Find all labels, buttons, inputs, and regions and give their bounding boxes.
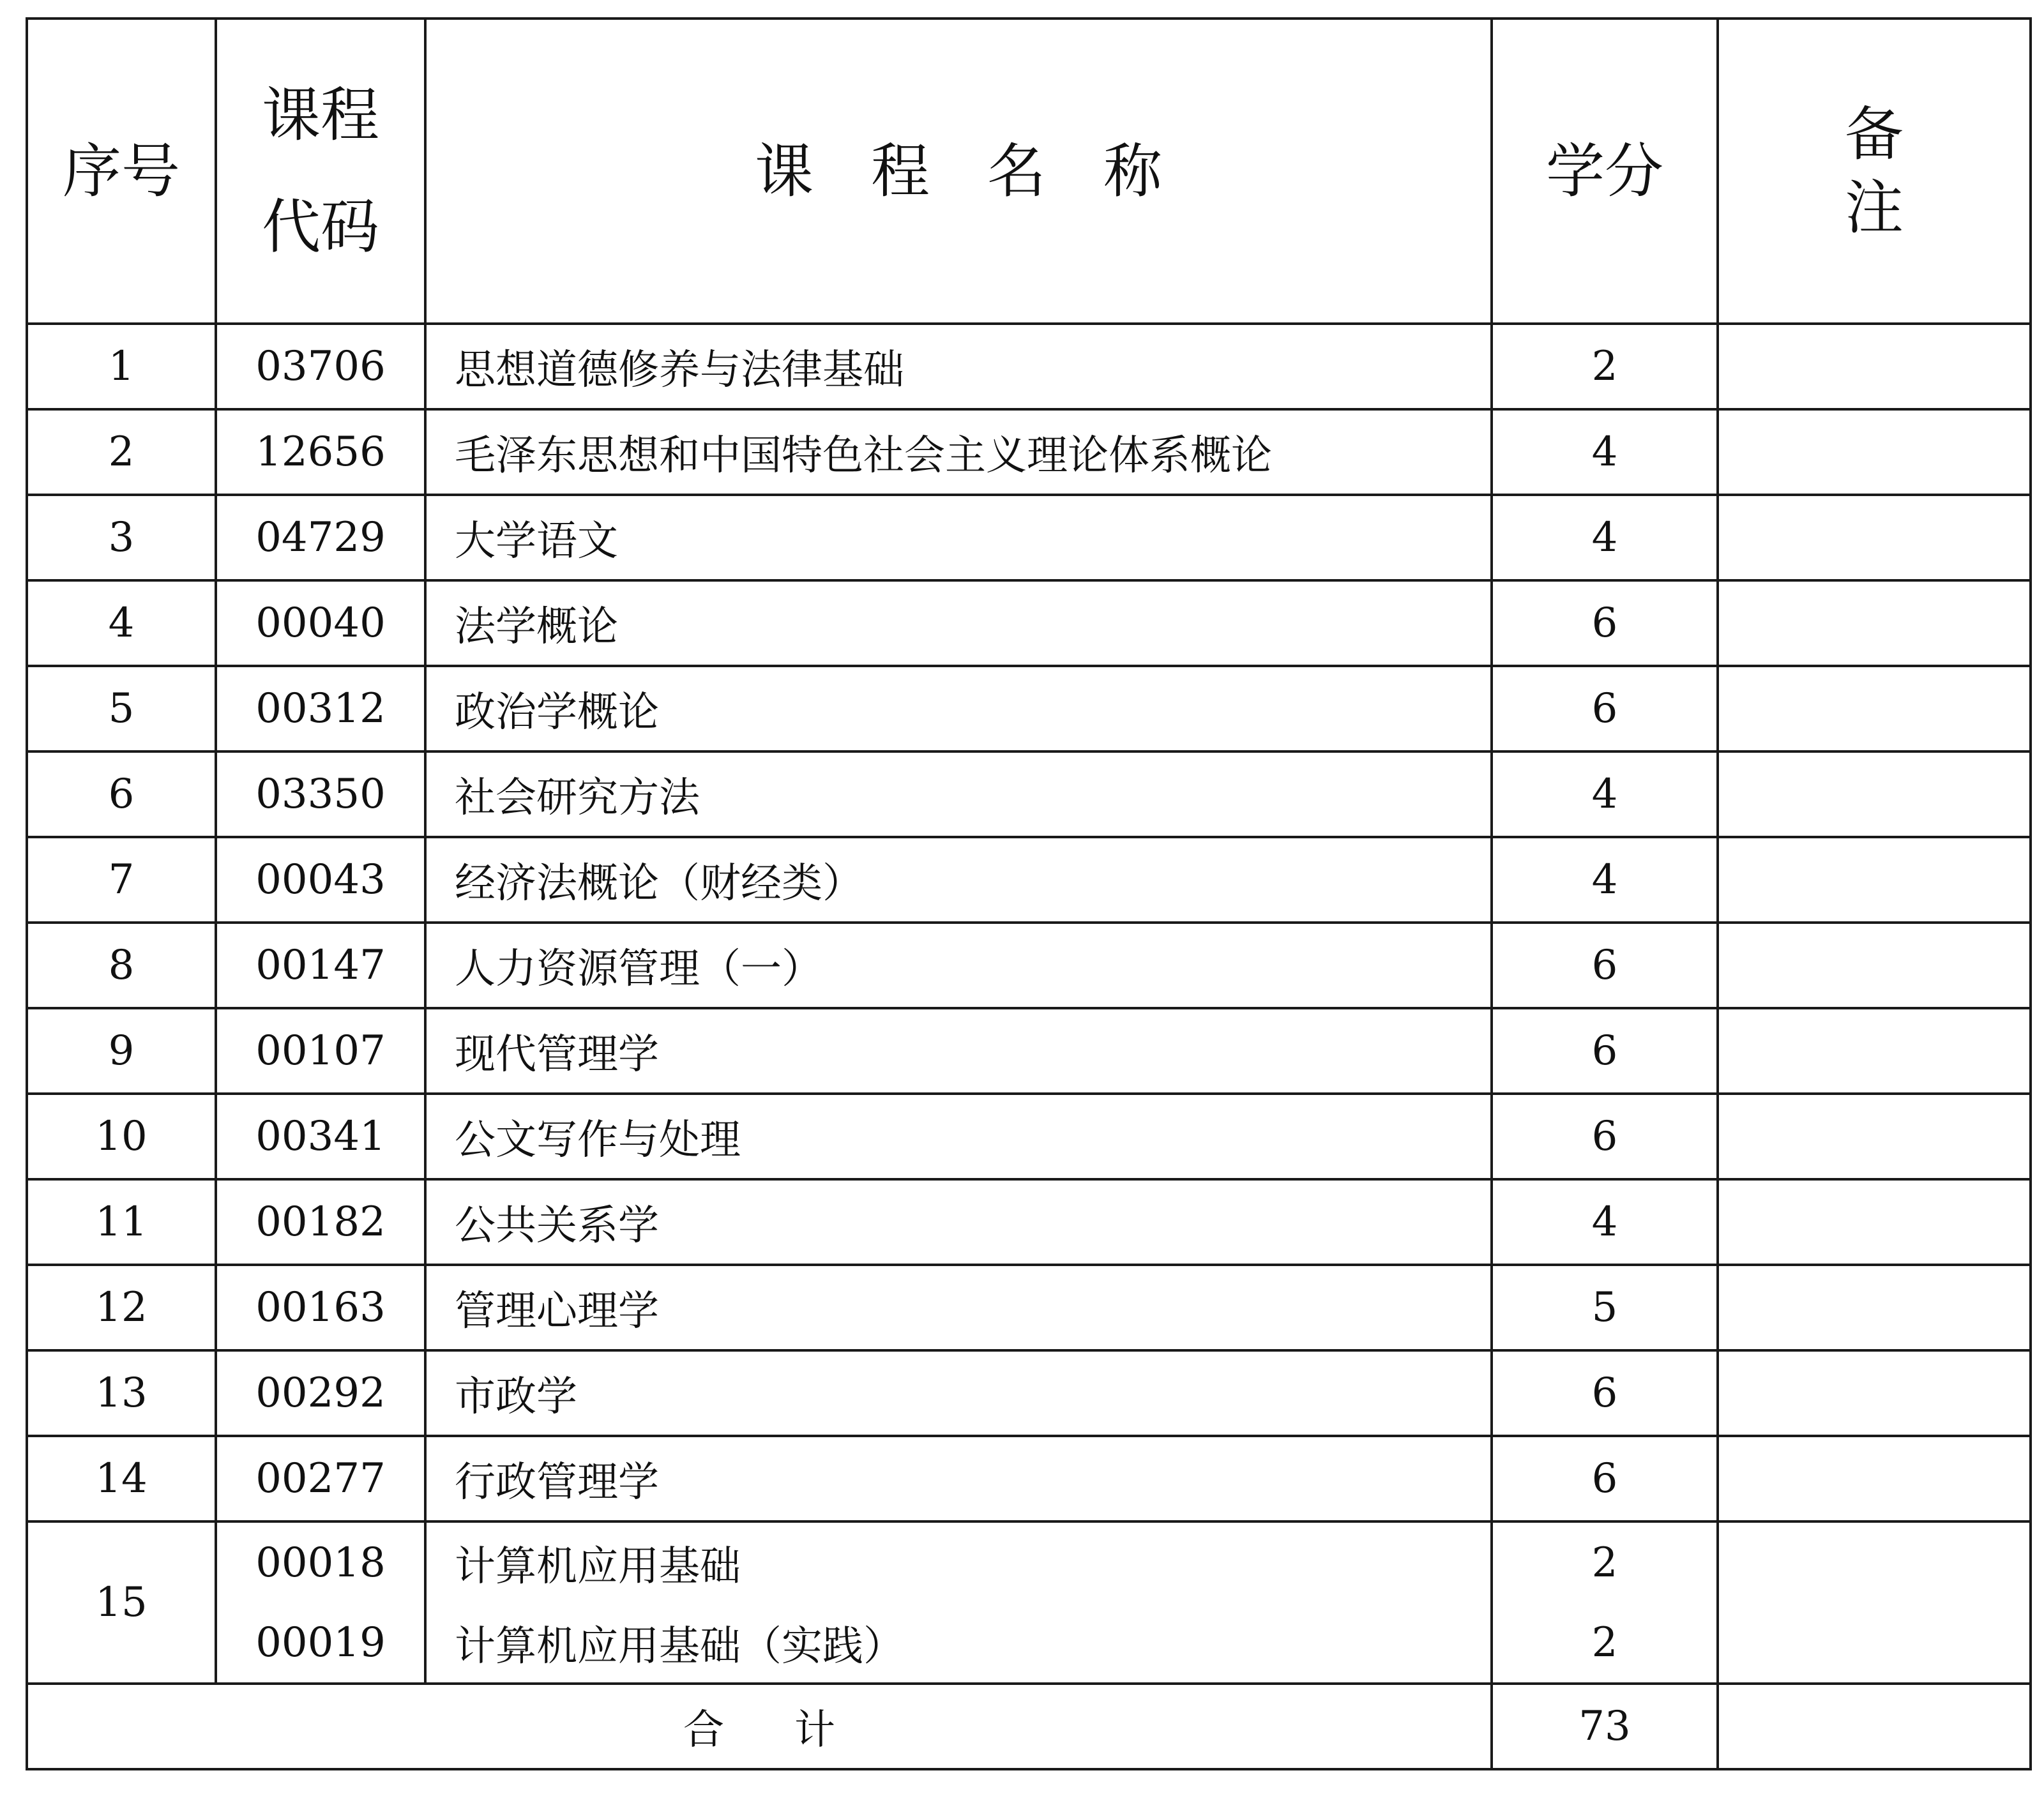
row15-code-2: 00019 xyxy=(255,1619,386,1666)
credit-cell: 6 xyxy=(1492,1094,1718,1179)
code-cell: 03350 xyxy=(216,751,425,837)
code-cell: 04729 xyxy=(216,495,425,580)
seq-cell: 9 xyxy=(27,1008,216,1094)
code-cell: 12656 xyxy=(216,409,425,495)
course-name-cell: 公共关系学 xyxy=(425,1179,1492,1265)
row15-code-1: 00018 xyxy=(255,1539,386,1587)
row15-credit-1: 2 xyxy=(1591,1539,1618,1587)
table-row xyxy=(27,1350,2031,1436)
row15-name-1: 计算机应用基础 xyxy=(455,1543,741,1590)
seq-cell: 14 xyxy=(27,1436,216,1521)
seq-cell: 13 xyxy=(27,1350,216,1436)
table-row xyxy=(27,1094,2031,1179)
course-name-cell: 现代管理学 xyxy=(425,1008,1492,1094)
table-row xyxy=(27,324,2031,409)
remark-cell xyxy=(1718,1350,2031,1436)
code-cell: 00043 xyxy=(216,837,425,923)
remark-cell xyxy=(1718,324,2031,409)
code-cell: 03706 xyxy=(216,324,425,409)
table-row xyxy=(27,1179,2031,1265)
course-name-cell: 社会研究方法 xyxy=(425,751,1492,837)
row15-name-2: 计算机应用基础（实践） xyxy=(455,1622,904,1670)
code-cell: 00107 xyxy=(216,1008,425,1094)
course-name-cell: 政治学概论 xyxy=(425,666,1492,751)
seq-cell: 5 xyxy=(27,666,216,751)
header-remark: 备注 xyxy=(1718,19,2031,324)
seq-cell: 12 xyxy=(27,1265,216,1350)
remark-cell xyxy=(1718,923,2031,1008)
remark-cell xyxy=(1718,1436,2031,1521)
code-cell: 00341 xyxy=(216,1094,425,1179)
credit-cell: 4 xyxy=(1492,409,1718,495)
header-row xyxy=(27,19,2031,324)
table-row xyxy=(27,751,2031,837)
header-seq: 序号 xyxy=(27,19,216,324)
credit-cell: 4 xyxy=(1492,837,1718,923)
credit-cell: 4 xyxy=(1492,495,1718,580)
code-cell: 00040 xyxy=(216,580,425,666)
table-row xyxy=(27,409,2031,495)
course-name-cell: 行政管理学 xyxy=(425,1436,1492,1521)
course-name-cell: 市政学 xyxy=(425,1350,1492,1436)
seq-cell: 8 xyxy=(27,923,216,1008)
total-remark xyxy=(1718,1684,2031,1769)
credit-cell: 6 xyxy=(1492,666,1718,751)
table-row xyxy=(27,666,2031,751)
remark-cell xyxy=(1718,837,2031,923)
seq-cell: 11 xyxy=(27,1179,216,1265)
row15-credit-2: 2 xyxy=(1591,1619,1618,1666)
remark-cell xyxy=(1718,1008,2031,1094)
row15-names xyxy=(425,1521,1492,1684)
table-body xyxy=(27,324,2031,1769)
seq-cell: 6 xyxy=(27,751,216,837)
code-cell: 00147 xyxy=(216,923,425,1008)
course-name-cell: 公文写作与处理 xyxy=(425,1094,1492,1179)
seq-cell: 3 xyxy=(27,495,216,580)
row15-remark xyxy=(1718,1521,2031,1684)
table-row xyxy=(27,1265,2031,1350)
course-name-cell: 管理心理学 xyxy=(425,1265,1492,1350)
code-cell: 00292 xyxy=(216,1350,425,1436)
code-cell: 00182 xyxy=(216,1179,425,1265)
header-credit: 学分 xyxy=(1492,19,1718,324)
row15-credits xyxy=(1492,1521,1718,1684)
remark-cell xyxy=(1718,409,2031,495)
total-row xyxy=(27,1684,2031,1769)
remark-cell xyxy=(1718,1179,2031,1265)
seq-cell: 10 xyxy=(27,1094,216,1179)
course-name-cell: 法学概论 xyxy=(425,580,1492,666)
remark-cell xyxy=(1718,495,2031,580)
total-label: 合计 xyxy=(27,1684,1492,1769)
header-code-line2: 代码 xyxy=(261,193,379,261)
table-row xyxy=(27,1008,2031,1094)
course-table xyxy=(26,17,2032,1770)
course-name-cell: 人力资源管理（一） xyxy=(425,923,1492,1008)
table-header xyxy=(27,19,2031,324)
course-name-cell: 毛泽东思想和中国特色社会主义理论体系概论 xyxy=(425,409,1492,495)
credit-cell: 5 xyxy=(1492,1265,1718,1350)
table-row xyxy=(27,580,2031,666)
seq-cell: 2 xyxy=(27,409,216,495)
remark-cell xyxy=(1718,1265,2031,1350)
remark-cell xyxy=(1718,666,2031,751)
course-name-cell: 思想道德修养与法律基础 xyxy=(425,324,1492,409)
code-cell: 00163 xyxy=(216,1265,425,1350)
course-name-cell: 大学语文 xyxy=(425,495,1492,580)
row15-seq: 15 xyxy=(27,1521,216,1684)
header-name: 课程名称 xyxy=(425,19,1492,324)
remark-cell xyxy=(1718,751,2031,837)
credit-cell: 2 xyxy=(1492,324,1718,409)
table-row xyxy=(27,837,2031,923)
seq-cell: 7 xyxy=(27,837,216,923)
remark-cell xyxy=(1718,580,2031,666)
table-row xyxy=(27,923,2031,1008)
credit-cell: 6 xyxy=(1492,1436,1718,1521)
header-code-line1: 课程 xyxy=(261,81,379,149)
total-credit: 73 xyxy=(1492,1684,1718,1769)
course-name-cell: 经济法概论（财经类） xyxy=(425,837,1492,923)
credit-cell: 6 xyxy=(1492,1350,1718,1436)
table-row-15 xyxy=(27,1521,2031,1684)
credit-cell: 6 xyxy=(1492,580,1718,666)
remark-cell xyxy=(1718,1094,2031,1179)
table-row xyxy=(27,495,2031,580)
code-cell: 00312 xyxy=(216,666,425,751)
header-code xyxy=(216,19,425,324)
credit-cell: 4 xyxy=(1492,1179,1718,1265)
table-row xyxy=(27,1436,2031,1521)
credit-cell: 4 xyxy=(1492,751,1718,837)
credit-cell: 6 xyxy=(1492,1008,1718,1094)
credit-cell: 6 xyxy=(1492,923,1718,1008)
seq-cell: 1 xyxy=(27,324,216,409)
row15-codes xyxy=(216,1521,425,1684)
seq-cell: 4 xyxy=(27,580,216,666)
code-cell: 00277 xyxy=(216,1436,425,1521)
